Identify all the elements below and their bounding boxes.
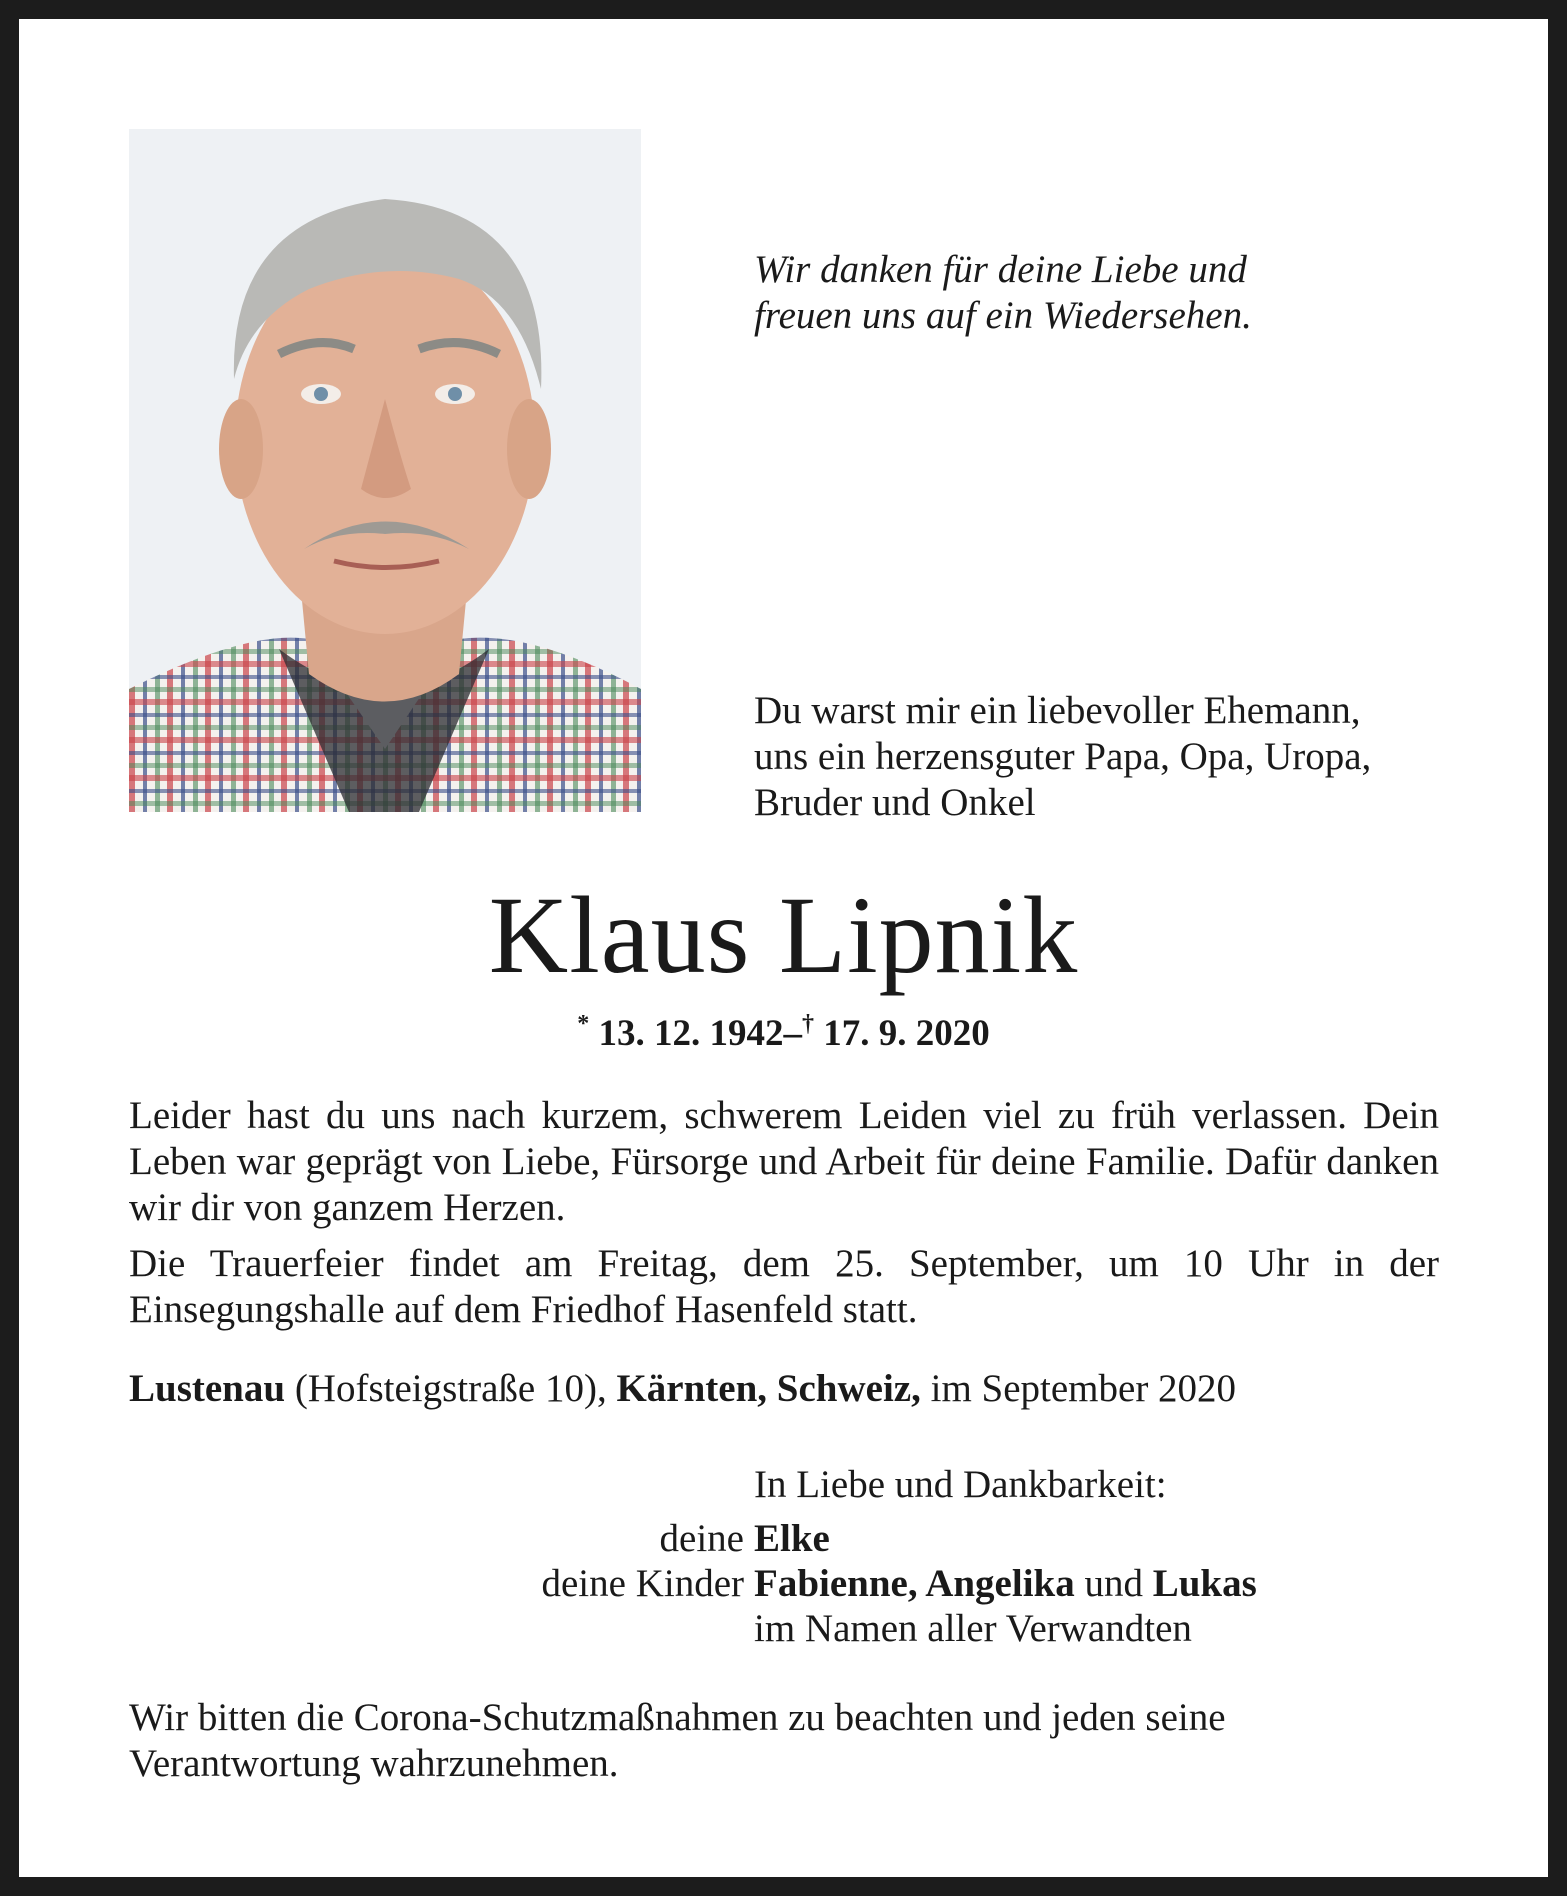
portrait-photo-icon <box>129 129 641 812</box>
signoff-name: Fabienne, Angelika <box>754 1562 1075 1605</box>
deceased-name: Klaus Lipnik <box>488 874 1079 996</box>
tribute-line: uns ein herzensguter Papa, Opa, Uropa, <box>754 735 1372 778</box>
place-line <box>129 1366 1459 1412</box>
tribute-text <box>754 688 1514 826</box>
signoff-names <box>754 1516 830 1562</box>
signoff-names <box>754 1561 1257 1607</box>
memorial-quote <box>754 247 1514 339</box>
message-paragraph: Die Trauerfeier findet am Freitag, dem 25. September, um 10 Uhr in der Einsegungshalle auf dem Friedhof Hasenfeld statt. <box>129 1242 1439 1331</box>
portrait-photo <box>129 129 641 812</box>
signoff-name: Elke <box>754 1517 830 1560</box>
life-dates <box>0 1000 1567 1058</box>
birth-symbol: * <box>577 1011 590 1037</box>
signoff-name: Lukas <box>1152 1562 1257 1605</box>
signoff-intro: In Liebe und Dankbarkeit: <box>754 1463 1167 1506</box>
death-symbol: † <box>802 1011 814 1037</box>
message-paragraph: Leider hast du uns nach kurzem, schwerem Leiden viel zu früh verlassen. Dein Leben war geprägt von Liebe, Fürsorge und Arbeit für deine Familie. Dafür danken wir dir von ganzem Herzen. <box>129 1094 1439 1229</box>
birth-date: 13. 12. 1942 <box>598 1013 784 1054</box>
signoff-relation: deine <box>659 1517 744 1560</box>
quote-line: Wir danken für deine Liebe und <box>754 248 1247 291</box>
closing-note: Wir bitten die Corona-Schutzmaßnahmen zu beachten und jeden seine Verantwortung wahrzunehmen. <box>129 1696 1226 1785</box>
quote-line: freuen uns auf ein Wiedersehen. <box>754 294 1252 337</box>
place-regions: Kärnten, Schweiz, <box>616 1367 921 1410</box>
tribute-line: Bruder und Onkel <box>754 781 1036 824</box>
signoff-relation: deine Kinder <box>541 1562 744 1605</box>
place-address: (Hofsteigstraße 10), <box>294 1367 607 1410</box>
signoff-conjunction: und <box>1084 1562 1143 1605</box>
place-city: Lustenau <box>129 1367 286 1410</box>
signoff-relatives: im Namen aller Verwandten <box>754 1607 1192 1650</box>
death-date: 17. 9. 2020 <box>823 1013 990 1054</box>
tribute-line: Du warst mir ein liebevoller Ehemann, <box>754 689 1361 732</box>
place-date: im September 2020 <box>930 1367 1237 1410</box>
message-body <box>129 1093 1439 1343</box>
date-separator: – <box>783 1013 802 1054</box>
